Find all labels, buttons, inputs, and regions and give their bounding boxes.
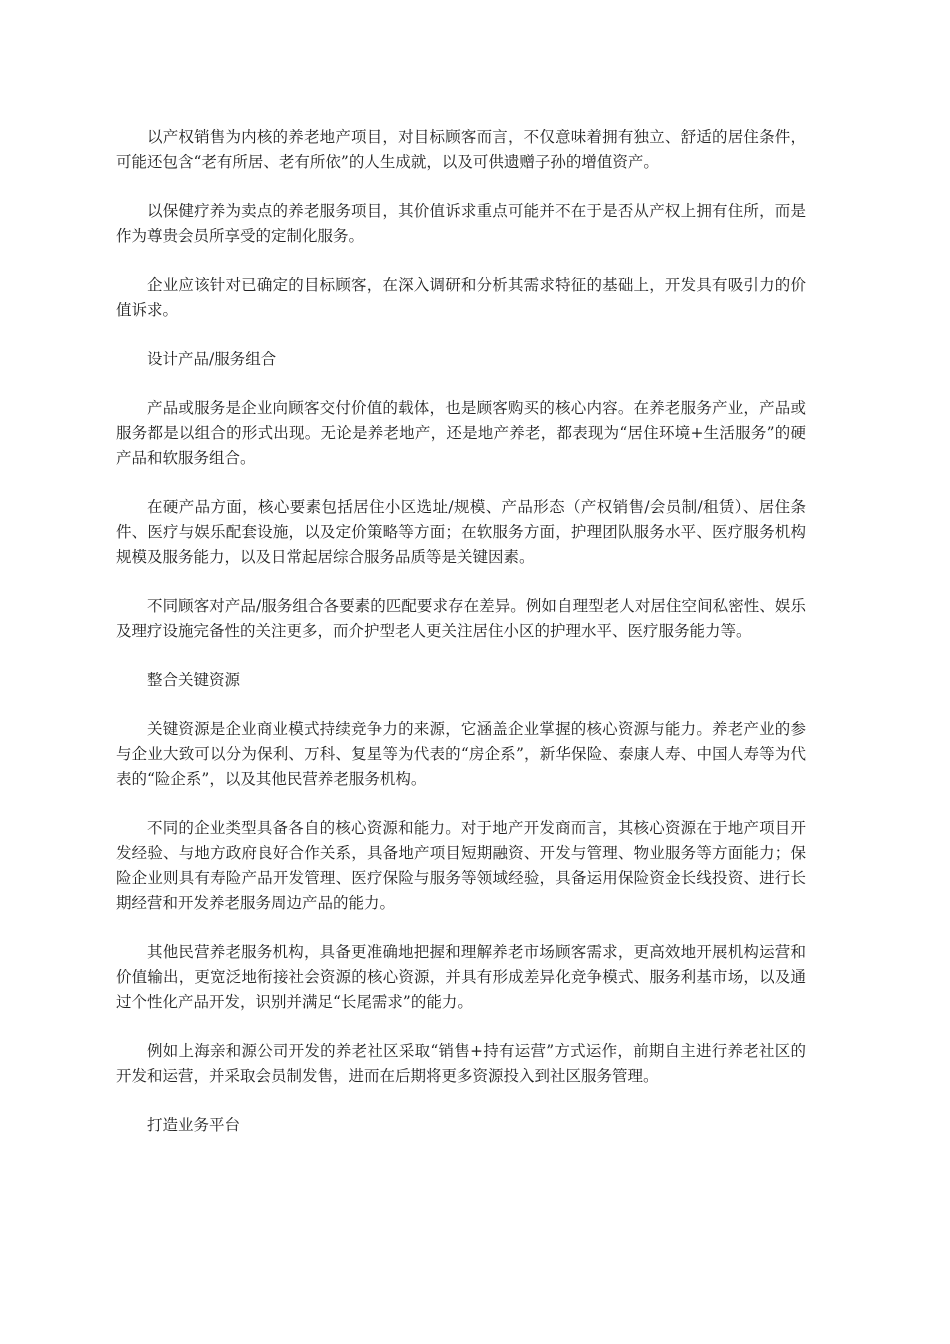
paragraph-healthcare-services: 以保健疗养为卖点的养老服务项目，其价值诉求重点可能并不在于是否从产权上拥有住所，而是作为尊贵会员所享受的定制化服务。 xyxy=(116,202,806,245)
paragraph-enterprise-types: 不同的企业类型具备各自的核心资源和能力。对于地产开发商而言，其核心资源在于地产项目开发经验、与地方政府良好合作关系，具备地产项目短期融资、开发与管理、物业服务等方面能力；保险企业则具有寿险产品开发管理、医疗保险与服务等领域经验，具备运用保险资金长线投资、进行长期经营和开发养老服务周边产品的能力。 xyxy=(116,819,806,912)
paragraph-customer-differences: 不同顾客对产品/服务组合各要素的匹配要求存在差异。例如自理型老人对居住空间私密性、娱乐及理疗设施完备性的关注更多，而介护型老人更关注居住小区的护理水平、医疗服务能力等。 xyxy=(116,597,806,640)
paragraph-product-carrier: 产品或服务是企业向顾客交付价值的载体，也是顾客购买的核心内容。在养老服务产业，产品或服务都是以组合的形式出现。无论是养老地产，还是地产养老，都表现为“居住环境+生活服务”的硬产品和软服务组合。 xyxy=(116,399,806,467)
paragraph-private-institutions: 其他民营养老服务机构，具备更准确地把握和理解养老市场顾客需求，更高效地开展机构运营和价值输出，更宽泛地衔接社会资源的核心资源，并具有形成差异化竞争模式、服务利基市场，以及通过个性化产品开发，识别并满足“长尾需求”的能力。 xyxy=(116,943,806,1011)
document-body xyxy=(116,125,806,1162)
paragraph-hard-soft-elements: 在硬产品方面，核心要素包括居住小区选址/规模、产品形态（产权销售/会员制/租赁）、居住条件、医疗与娱乐配套设施，以及定价策略等方面；在软服务方面，护理团队服务水平、医疗服务机构规模及服务能力，以及日常起居综合服务品质等是关键因素。 xyxy=(116,498,806,566)
paragraph-key-resources: 关键资源是企业商业模式持续竞争力的来源，它涵盖企业掌握的核心资源与能力。养老产业的参与企业大致可以分为保利、万科、复星等为代表的“房企系”，新华保险、泰康人寿、中国人寿等为代表的“险企系”，以及其他民营养老服务机构。 xyxy=(116,720,806,788)
paragraph-value-proposition: 企业应该针对已确定的目标顾客，在深入调研和分析其需求特征的基础上，开发具有吸引力的价值诉求。 xyxy=(116,276,806,319)
paragraph-shanghai-example: 例如上海亲和源公司开发的养老社区采取“销售+持有运营”方式运作，前期自主进行养老社区的开发和运营，并采取会员制发售，进而在后期将更多资源投入到社区服务管理。 xyxy=(116,1042,806,1085)
heading-design-product-service: 设计产品/服务组合 xyxy=(147,350,277,368)
heading-business-platform: 打造业务平台 xyxy=(147,1116,241,1134)
heading-integrate-resources: 整合关键资源 xyxy=(147,671,241,689)
paragraph-property-sales: 以产权销售为内核的养老地产项目，对目标顾客而言，不仅意味着拥有独立、舒适的居住条件，可能还包含“老有所居、老有所依”的人生成就，以及可供遗赠子孙的增值资产。 xyxy=(116,128,806,171)
